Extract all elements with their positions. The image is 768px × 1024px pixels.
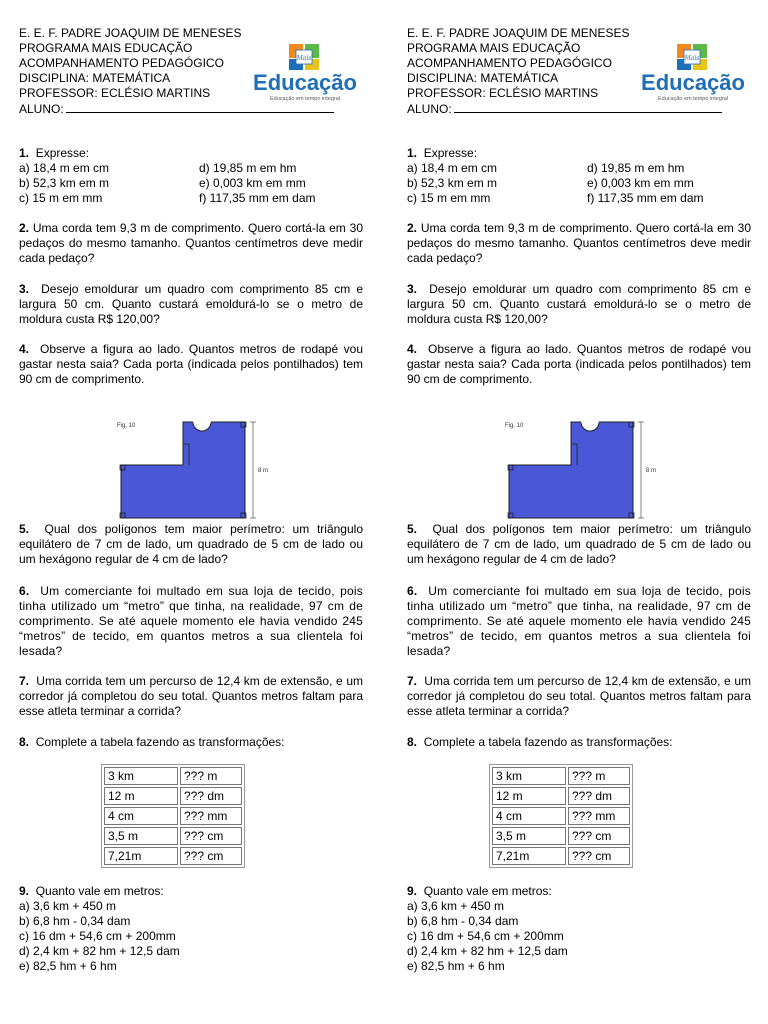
- q3-text: Desejo emoldurar um quadro com comprimento 85 cm e largura 50 cm. Quanto custará emoldurá-lo se o metro de moldura custa R$ 120,00?: [407, 282, 751, 326]
- q4-text: Observe a figura ao lado. Quantos metros de rodapé vou gastar nesta saia? Cada porta (indicada pelos pontilhados) tem 90 cm de comprimento.: [407, 342, 752, 386]
- question-8: [407, 735, 751, 750]
- table-cell-answer[interactable]: ??? cm: [568, 827, 630, 845]
- q2-number: 2.: [407, 221, 418, 235]
- q9-text: Quanto vale em metros:: [423, 884, 552, 898]
- table-cell-value: 3,5 m: [104, 827, 178, 845]
- svg-text:8 m: 8 m: [258, 468, 269, 474]
- table-cell-answer[interactable]: ??? m: [568, 767, 630, 785]
- subject: DISCIPLINA: MATEMÁTICA: [407, 71, 559, 85]
- table-cell-value: 7,21m: [104, 847, 178, 865]
- svg-text:Educação em tempo integral: Educação em tempo integral: [657, 96, 729, 102]
- question-7: [19, 674, 363, 719]
- q1-number: 1.: [19, 146, 30, 160]
- table-row: [492, 787, 630, 805]
- table-row: [492, 767, 630, 785]
- question-4: [407, 342, 751, 387]
- table-row: [104, 767, 242, 785]
- conversion-table: [101, 764, 245, 868]
- school-name: E. E. F. PADRE JOAQUIM DE MENESES: [407, 26, 630, 40]
- question-1: [19, 146, 363, 206]
- q1-text: Expresse:: [423, 146, 478, 160]
- floor-plan-figure: [503, 414, 673, 522]
- question-1: [407, 146, 751, 206]
- table-cell-answer[interactable]: ??? m: [180, 767, 242, 785]
- table-cell-value: 3 km: [104, 767, 178, 785]
- q9-item-d: d) 2,4 km + 82 hm + 12,5 dam: [407, 944, 568, 958]
- q6-text: Um comerciante foi multado em sua loja de tecido, pois tinha utilizado um “metro” que tinha, na realidade, 97 cm de comprimento. Se até aquele momento ele havia vendido 245 “metros” de tecido, em quantos metros a sua clientela foi lesada?: [19, 584, 363, 658]
- q7-number: 7.: [407, 674, 418, 688]
- q9-item-e: e) 82,5 hm + 6 hm: [19, 959, 117, 973]
- question-8: [19, 735, 363, 750]
- q4-number: 4.: [407, 342, 418, 356]
- q2-text: Uma corda tem 9,3 m de comprimento. Quero cortá-la em 30 pedaços do mesmo tamanho. Quantos centímetros deve medir cada pedaço?: [407, 221, 751, 265]
- q1-item-e: e) 0,003 km em mm: [199, 176, 306, 190]
- q1-options: [407, 161, 751, 206]
- table-row: [104, 847, 242, 865]
- table-row: [492, 847, 630, 865]
- q7-number: 7.: [19, 674, 30, 688]
- school-name: E. E. F. PADRE JOAQUIM DE MENESES: [19, 26, 242, 40]
- question-5: [407, 522, 751, 567]
- teacher: PROFESSOR: ECLÉSIO MARTINS: [19, 86, 211, 100]
- q9-item-c: c) 16 dm + 54,6 cm + 200mm: [407, 929, 564, 943]
- q8-text: Complete a tabela fazendo as transformações:: [423, 735, 673, 749]
- q1-item-e: e) 0,003 km em mm: [587, 176, 694, 190]
- header: [19, 26, 363, 122]
- svg-text:Educação: Educação: [253, 70, 357, 95]
- table-cell-value: 3,5 m: [492, 827, 566, 845]
- header: [407, 26, 751, 122]
- question-9: [407, 884, 751, 974]
- q1-item-d: d) 19,85 m em hm: [199, 161, 297, 175]
- q5-text: Qual dos polígonos tem maior perímetro: um triângulo equilátero de 7 cm de lado, um quadrado de 5 cm de lado ou um hexágono regular de 4 cm de lado?: [407, 522, 751, 566]
- q1-item-b: b) 52,3 km em m: [407, 176, 498, 190]
- table-cell-answer[interactable]: ??? mm: [180, 807, 242, 825]
- q9-number: 9.: [407, 884, 418, 898]
- q8-number: 8.: [19, 735, 30, 749]
- svg-text:8 m: 8 m: [646, 468, 657, 474]
- question-3: [19, 282, 363, 327]
- q1-item-b: b) 52,3 km em m: [19, 176, 110, 190]
- table-row: [492, 807, 630, 825]
- table-cell-value: 4 cm: [492, 807, 566, 825]
- q1-options: [19, 161, 363, 206]
- q1-item-a: a) 18,4 m em cm: [407, 161, 498, 175]
- teacher: PROFESSOR: ECLÉSIO MARTINS: [407, 86, 599, 100]
- question-3: [407, 282, 751, 327]
- q1-item-f: f) 117,35 mm em dam: [199, 191, 316, 205]
- table-row: [104, 827, 242, 845]
- student-label: ALUNO:: [19, 102, 64, 116]
- table-cell-answer[interactable]: ??? dm: [568, 787, 630, 805]
- table-cell-value: 4 cm: [104, 807, 178, 825]
- subject: DISCIPLINA: MATEMÁTICA: [19, 71, 171, 85]
- q1-item-c: c) 15 m em mm: [407, 191, 491, 205]
- q7-text: Uma corrida tem um percurso de 12,4 km de extensão, e um corredor já completou do seu total. Quantos metros faltam para esse atleta terminar a corrida?: [19, 674, 363, 718]
- student-label: ALUNO:: [407, 102, 452, 116]
- table-cell-answer[interactable]: ??? mm: [568, 807, 630, 825]
- svg-text:Fig. 10: Fig. 10: [505, 423, 524, 429]
- q9-number: 9.: [19, 884, 30, 898]
- table-cell-answer[interactable]: ??? dm: [180, 787, 242, 805]
- question-6: [19, 584, 363, 659]
- q4-number: 4.: [19, 342, 30, 356]
- table-cell-answer[interactable]: ??? cm: [180, 847, 242, 865]
- q5-number: 5.: [407, 522, 418, 536]
- q6-text: Um comerciante foi multado em sua loja de tecido, pois tinha utilizado um “metro” que tinha, na realidade, 97 cm de comprimento. Se até aquele momento ele havia vendido 245 “metros” de tecido, em quantos metros a sua clientela foi lesada?: [407, 584, 751, 658]
- q9-item-a: a) 3,6 km + 450 m: [19, 899, 117, 913]
- floor-plan-figure: [115, 414, 285, 522]
- q9-item-b: b) 6,8 hm - 0,34 dam: [407, 914, 519, 928]
- svg-text:Mais: Mais: [684, 55, 700, 62]
- question-6: [407, 584, 751, 659]
- program-name: PROGRAMA MAIS EDUCAÇÃO: [19, 41, 193, 55]
- q9-item-c: c) 16 dm + 54,6 cm + 200mm: [19, 929, 176, 943]
- table-row: [104, 807, 242, 825]
- conversion-table: [489, 764, 633, 868]
- q1-item-f: f) 117,35 mm em dam: [587, 191, 704, 205]
- question-5: [19, 522, 363, 567]
- q1-item-c: c) 15 m em mm: [19, 191, 103, 205]
- q9-item-e: e) 82,5 hm + 6 hm: [407, 959, 505, 973]
- table-cell-answer[interactable]: ??? cm: [180, 827, 242, 845]
- q1-item-a: a) 18,4 m em cm: [19, 161, 110, 175]
- q1-text: Expresse:: [35, 146, 90, 160]
- q1-number: 1.: [407, 146, 418, 160]
- q3-text: Desejo emoldurar um quadro com comprimento 85 cm e largura 50 cm. Quanto custará emoldurá-lo se o metro de moldura custa R$ 120,00?: [19, 282, 363, 326]
- worksheet-column-left: [19, 26, 364, 973]
- q9-item-a: a) 3,6 km + 450 m: [407, 899, 505, 913]
- table-cell-answer[interactable]: ??? cm: [568, 847, 630, 865]
- q3-number: 3.: [19, 282, 30, 296]
- worksheet-column-right: [407, 26, 752, 973]
- q2-text: Uma corda tem 9,3 m de comprimento. Quero cortá-la em 30 pedaços do mesmo tamanho. Quantos centímetros deve medir cada pedaço?: [19, 221, 363, 265]
- table-cell-value: 7,21m: [492, 847, 566, 865]
- svg-text:Mais: Mais: [296, 55, 312, 62]
- table-cell-value: 12 m: [492, 787, 566, 805]
- q8-number: 8.: [407, 735, 418, 749]
- question-2: [19, 221, 363, 266]
- q2-number: 2.: [19, 221, 30, 235]
- svg-text:Educação em tempo integral: Educação em tempo integral: [269, 96, 341, 102]
- table-cell-value: 3 km: [492, 767, 566, 785]
- table-cell-value: 12 m: [104, 787, 178, 805]
- q1-item-d: d) 19,85 m em hm: [587, 161, 685, 175]
- q3-number: 3.: [407, 282, 418, 296]
- educacao-logo: [637, 42, 749, 104]
- follow-up: ACOMPANHAMENTO PEDAGÓGICO: [407, 56, 612, 70]
- table-row: [492, 827, 630, 845]
- q6-number: 6.: [407, 584, 418, 598]
- q5-text: Qual dos polígonos tem maior perímetro: um triângulo equilátero de 7 cm de lado, um quadrado de 5 cm de lado ou um hexágono regular de 4 cm de lado?: [19, 522, 363, 566]
- program-name: PROGRAMA MAIS EDUCAÇÃO: [407, 41, 581, 55]
- question-7: [407, 674, 751, 719]
- svg-text:Educação: Educação: [641, 70, 745, 95]
- q6-number: 6.: [19, 584, 30, 598]
- q4-text: Observe a figura ao lado. Quantos metros de rodapé vou gastar nesta saia? Cada porta (indicada pelos pontilhados) tem 90 cm de comprimento.: [19, 342, 364, 386]
- follow-up: ACOMPANHAMENTO PEDAGÓGICO: [19, 56, 224, 70]
- q9-item-b: b) 6,8 hm - 0,34 dam: [19, 914, 131, 928]
- question-4: [19, 342, 363, 387]
- svg-text:Fig. 10: Fig. 10: [117, 423, 136, 429]
- q7-text: Uma corrida tem um percurso de 12,4 km de extensão, e um corredor já completou do seu total. Quantos metros faltam para esse atleta terminar a corrida?: [407, 674, 751, 718]
- table-row: [104, 787, 242, 805]
- q9-item-d: d) 2,4 km + 82 hm + 12,5 dam: [19, 944, 180, 958]
- q9-text: Quanto vale em metros:: [35, 884, 164, 898]
- q8-text: Complete a tabela fazendo as transformações:: [35, 735, 285, 749]
- educacao-logo: [249, 42, 361, 104]
- question-2: [407, 221, 751, 266]
- question-9: [19, 884, 363, 974]
- q5-number: 5.: [19, 522, 30, 536]
